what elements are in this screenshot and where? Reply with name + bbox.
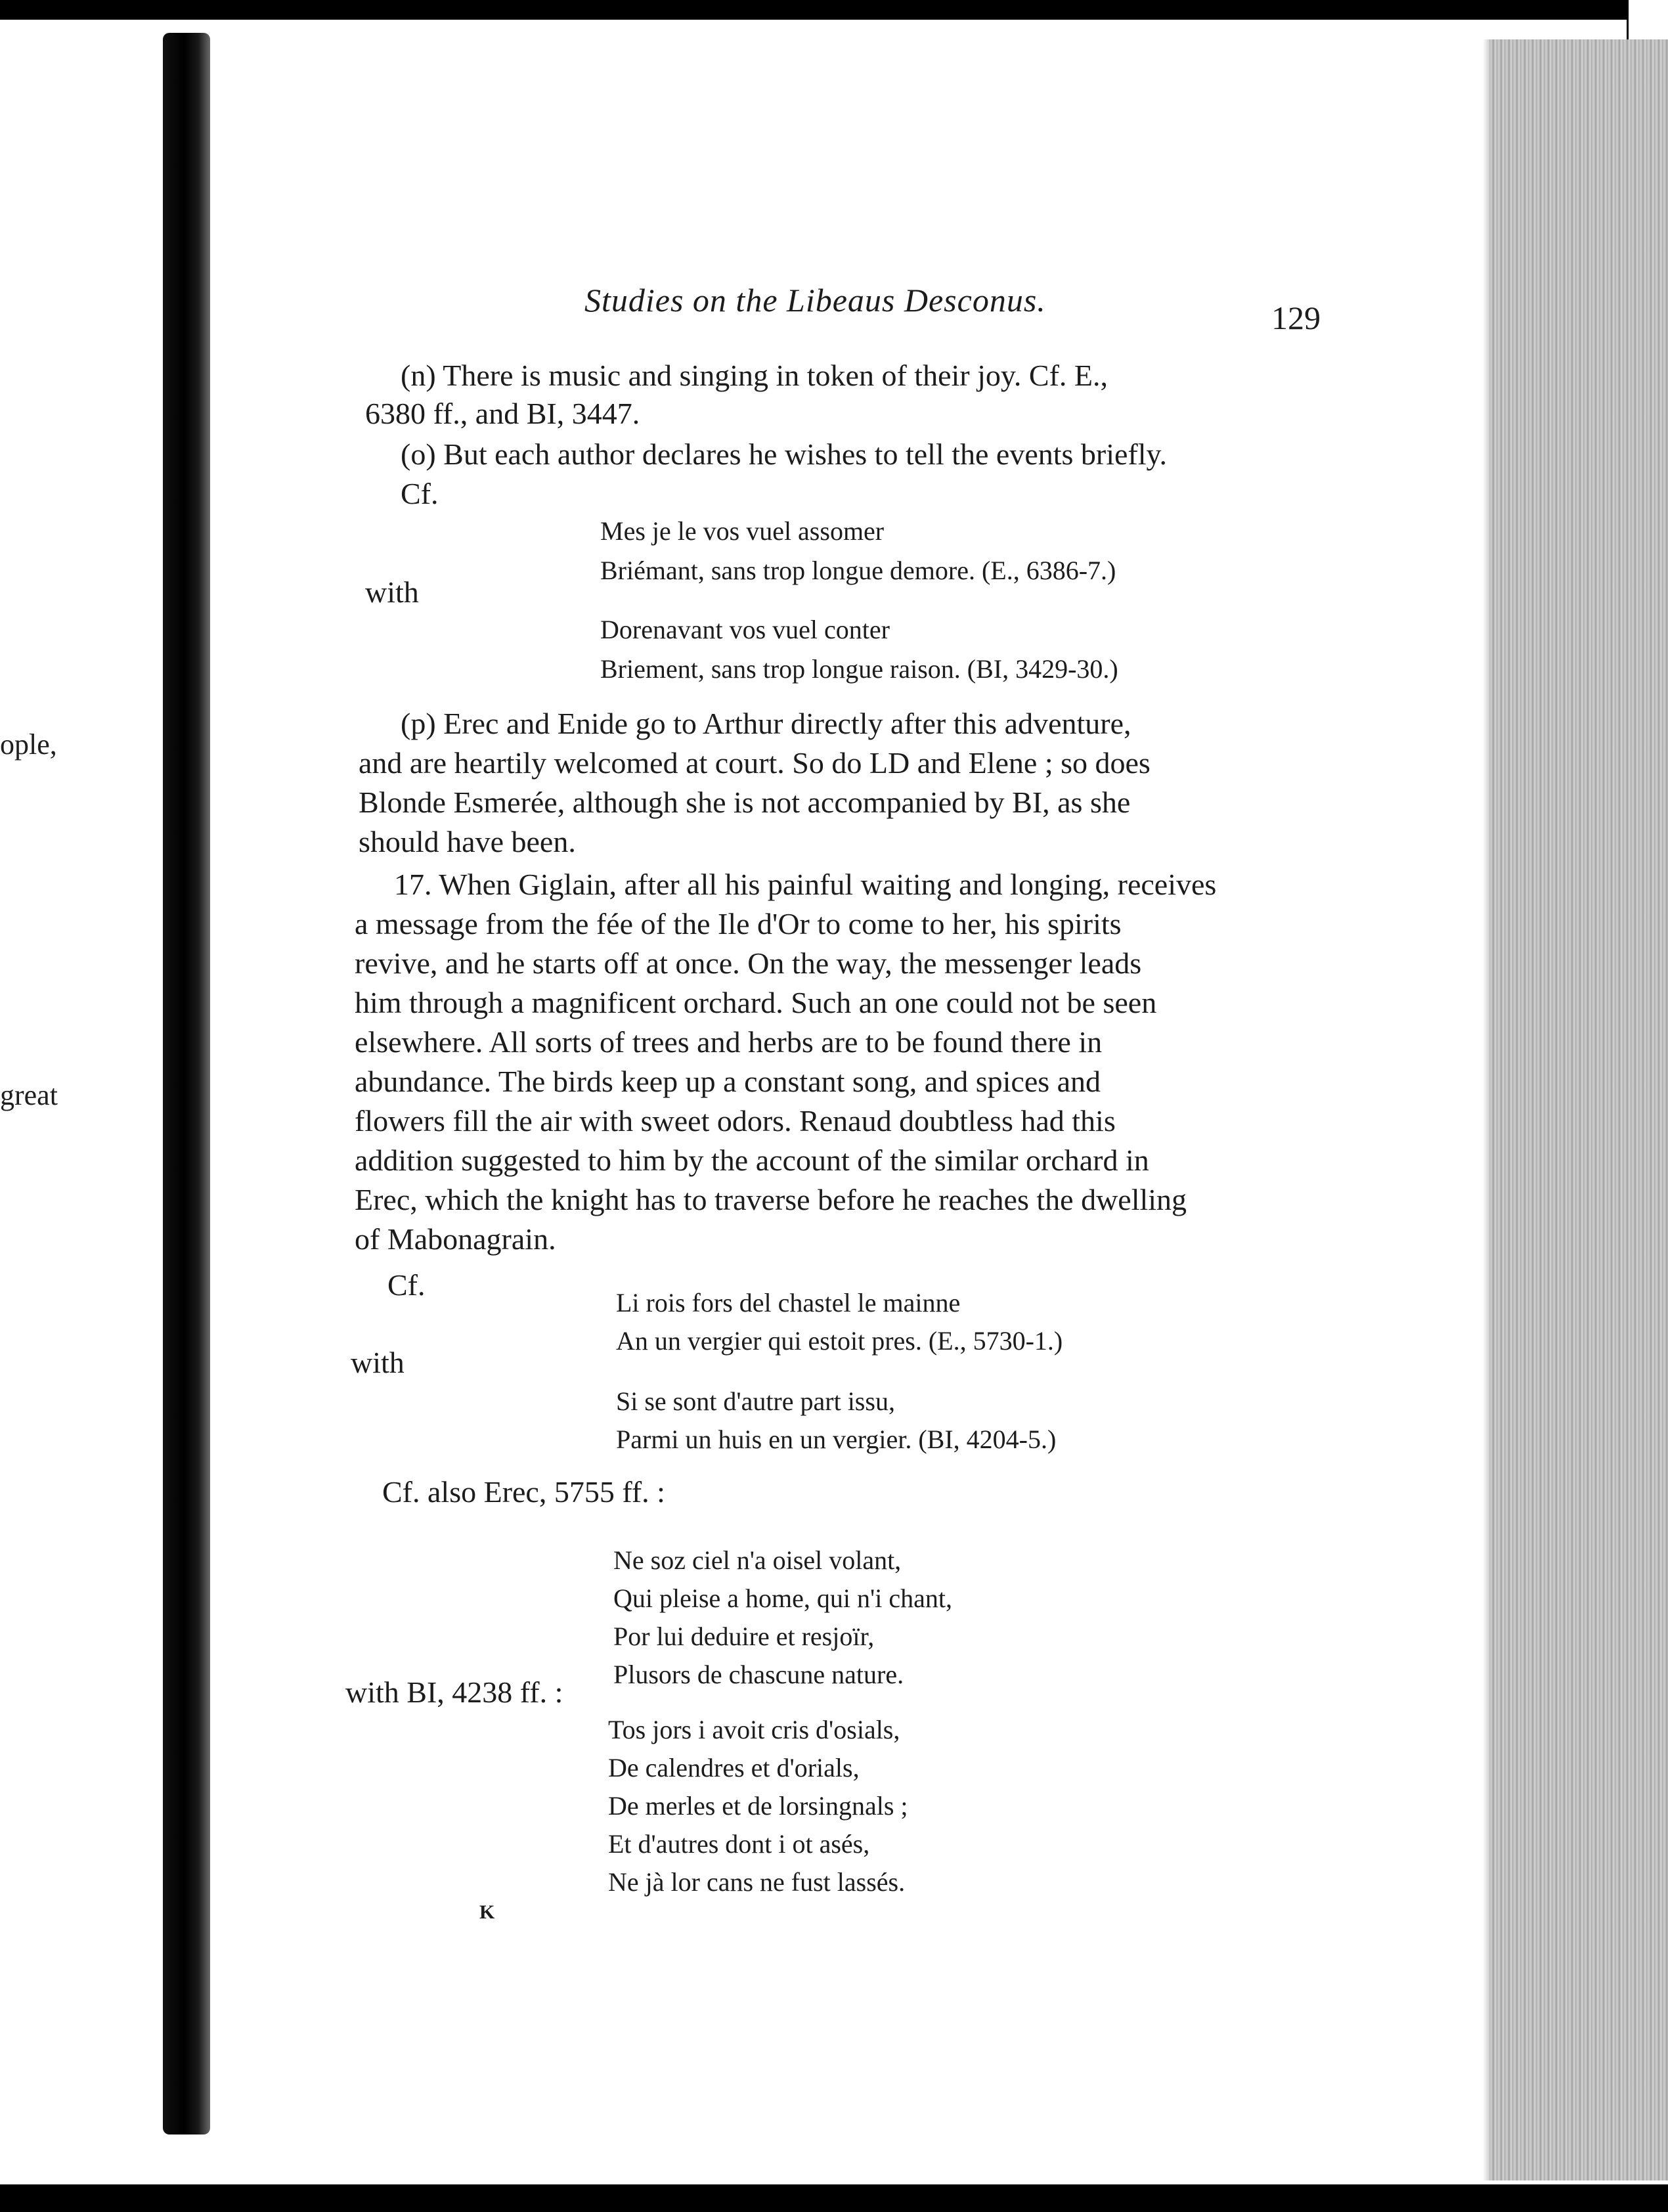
cf-label: Cf. — [387, 1268, 426, 1302]
paragraph-line: 6380 ff., and BI, 3447. — [365, 397, 640, 430]
verse-line: Por lui deduire et resjoïr, — [613, 1622, 875, 1651]
right-page — [210, 0, 1484, 2167]
verse-line: Qui pleise a home, qui n'i chant, — [613, 1583, 952, 1613]
with-label: with — [365, 575, 419, 609]
paragraph-line: him through a magnificent orchard. Such an one could not be seen — [355, 986, 1157, 1019]
verse-line: De calendres et d'orials, — [608, 1753, 860, 1782]
verse-line: Briement, sans trop longue raison. (BI, 3429-30.) — [600, 654, 1118, 684]
left-page-fragment: ople, — [0, 728, 57, 761]
book-fore-edge — [1489, 39, 1668, 2180]
verse-line: An un vergier qui estoit pres. (E., 5730-1.) — [616, 1326, 1063, 1356]
verse-line: Ne soz ciel n'a oisel volant, — [613, 1545, 902, 1575]
verse-line: De merles et de lorsingnals ; — [608, 1791, 908, 1821]
verse-line: Dorenavant vos vuel conter — [600, 615, 890, 644]
verse-line: Plusors de chascune nature. — [613, 1660, 904, 1689]
scan-border-bottom — [0, 2184, 1668, 2212]
with-bi-line: with BI, 4238 ff. : — [345, 1675, 563, 1709]
paragraph-line: 17. When Giglain, after all his painful waiting and longing, receives — [394, 868, 1217, 901]
verse-line: Parmi un huis en un vergier. (BI, 4204-5.) — [616, 1425, 1057, 1454]
paragraph-line: flowers fill the air with sweet odors. Renaud doubtless had this — [355, 1104, 1116, 1138]
paragraph-line: revive, and he starts off at once. On the way, the messenger leads — [355, 946, 1142, 980]
verse-line: Ne jà lor cans ne fust lassés. — [608, 1867, 906, 1897]
paragraph-line: abundance. The birds keep up a constant song, and spices and — [355, 1065, 1101, 1098]
paragraph-line: (n) There is music and singing in token of their joy. Cf. E., — [401, 359, 1108, 392]
paragraph-line: of Mabonagrain. — [355, 1222, 556, 1256]
book-gutter — [163, 33, 210, 2135]
signature-mark: K — [479, 1901, 495, 1923]
cf-also-line: Cf. also Erec, 5755 ff. : — [382, 1475, 665, 1509]
with-label: with — [351, 1346, 405, 1379]
page-number: 129 — [1271, 299, 1321, 336]
paragraph-line: should have been. — [359, 825, 576, 858]
paragraph-line: and are heartily welcomed at court. So do LD and Elene ; so does — [359, 746, 1151, 780]
verse-line: Briémant, sans trop longue demore. (E., 6386-7.) — [600, 556, 1116, 585]
left-page-fragment: great — [0, 1079, 58, 1111]
paragraph-line: addition suggested to him by the account of the similar orchard in — [355, 1143, 1149, 1177]
verse-line: Tos jors i avoit cris d'osials, — [608, 1715, 900, 1744]
paragraph-line: (p) Erec and Enide go to Arthur directly after this adventure, — [401, 707, 1131, 740]
paragraph-line: Erec, which the knight has to traverse before he reaches the dwelling — [355, 1183, 1187, 1216]
running-head: Studies on the Libeaus Desconus. — [584, 282, 1046, 319]
verse-line: Li rois fors del chastel le mainne — [616, 1288, 961, 1317]
verse-line: Mes je le vos vuel assomer — [600, 516, 885, 546]
paragraph-line: Cf. — [401, 477, 439, 510]
verse-line: Si se sont d'autre part issu, — [616, 1386, 895, 1416]
paragraph-line: Blonde Esmerée, although she is not accompanied by BI, as she — [359, 785, 1131, 819]
paragraph-line: a message from the fée of the Ile d'Or to come to her, his spirits — [355, 907, 1122, 940]
paragraph-line: elsewhere. All sorts of trees and herbs are to be found there in — [355, 1025, 1103, 1059]
verse-line: Et d'autres dont i ot asés, — [608, 1829, 870, 1859]
paragraph-line: (o) But each author declares he wishes to tell the events briefly. — [401, 437, 1168, 471]
